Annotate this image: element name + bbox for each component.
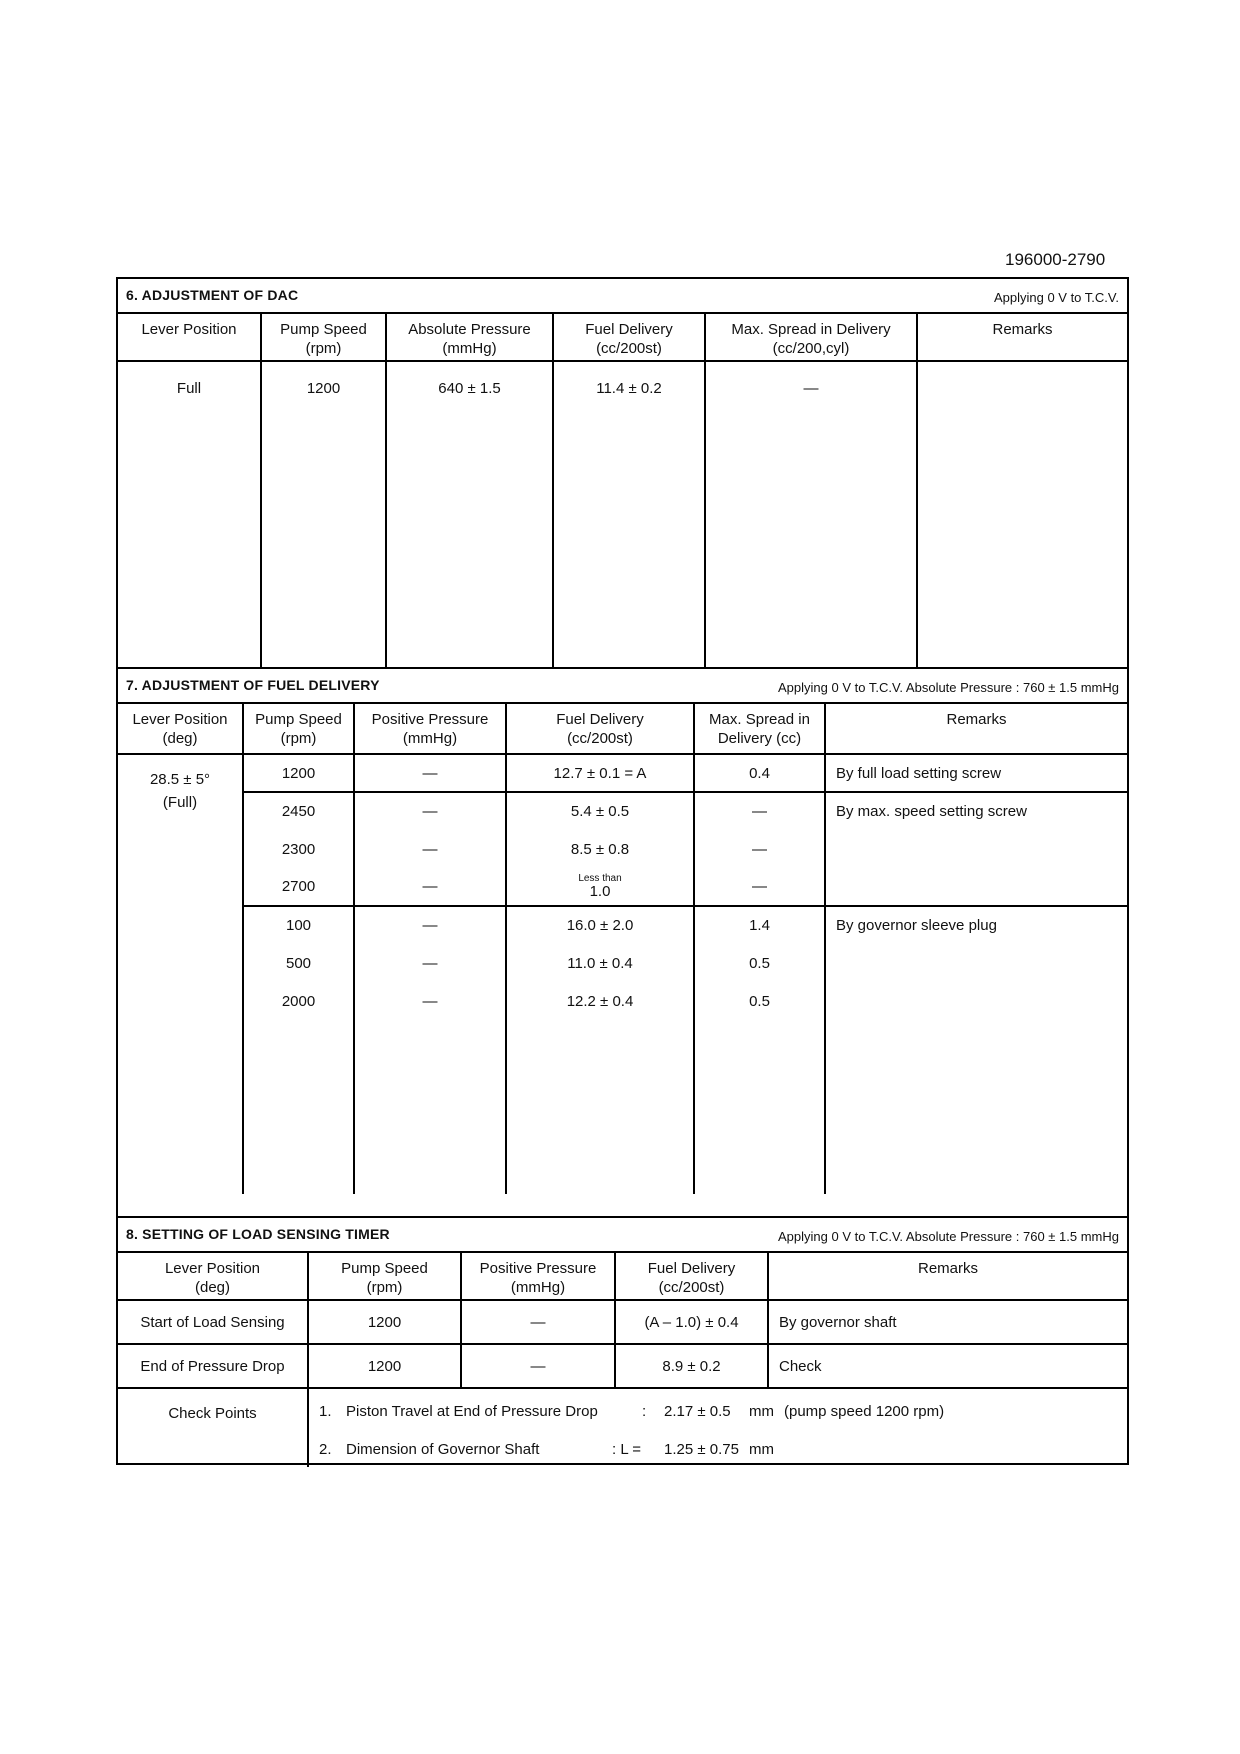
empty-row xyxy=(118,1020,1127,1194)
cell: 0.5 xyxy=(694,982,825,1020)
cell: — xyxy=(354,944,506,982)
cell: 1200 xyxy=(308,1344,461,1388)
cell-remark: By governor sleeve plug xyxy=(825,906,1127,944)
cell: — xyxy=(694,830,825,868)
header-row xyxy=(118,704,1127,754)
cell: 1200 xyxy=(243,754,354,792)
check-point-unit: mm xyxy=(749,1403,774,1420)
cell: — xyxy=(354,982,506,1020)
cell: 5.4 ± 0.5 xyxy=(506,792,694,830)
col-header: Lever Position (deg) xyxy=(118,704,243,754)
table-row xyxy=(118,982,1127,1020)
cell: Start of Load Sensing xyxy=(118,1300,308,1344)
table-row xyxy=(118,754,1127,792)
check-point-label: Dimension of Governor Shaft xyxy=(346,1441,540,1458)
section-condition: Applying 0 V to T.C.V. Absolute Pressure : 760 ± 1.5 mmHg xyxy=(778,680,1119,695)
less-than-label: Less than xyxy=(578,872,622,884)
table-row xyxy=(118,830,1127,868)
check-point-sep: : L = xyxy=(612,1441,642,1458)
cell: End of Pressure Drop xyxy=(118,1344,308,1388)
col-header: Positive Pressure (mmHg) xyxy=(354,704,506,754)
check-point-num: 2. xyxy=(319,1441,332,1458)
check-points-label: Check Points xyxy=(168,1405,257,1422)
cell-remark xyxy=(825,868,1127,906)
cell: — xyxy=(354,868,506,906)
check-point-value: 1.25 ± 0.75 xyxy=(664,1441,739,1458)
table-row xyxy=(118,361,1127,667)
cell: 16.0 ± 2.0 xyxy=(506,906,694,944)
check-point-sep: : xyxy=(642,1403,647,1420)
cell-remark xyxy=(825,944,1127,982)
table-row xyxy=(118,1344,1127,1388)
cell: (A – 1.0) ± 0.4 xyxy=(615,1300,768,1344)
cell: — xyxy=(354,792,506,830)
section-title: 6. ADJUSTMENT OF DAC xyxy=(126,287,299,303)
cell: — xyxy=(461,1344,615,1388)
cell: 2700 xyxy=(243,868,354,906)
col-header: Pump Speed (rpm) xyxy=(243,704,354,754)
cell: — xyxy=(354,906,506,944)
col-header: Lever Position xyxy=(118,314,261,361)
section-condition: Applying 0 V to T.C.V. Absolute Pressure : 760 ± 1.5 mmHg xyxy=(778,1229,1119,1244)
cell: 12.7 ± 0.1 = A xyxy=(506,754,694,792)
col-header: Fuel Delivery (cc/200st) xyxy=(615,1253,768,1300)
col-header: Remarks xyxy=(917,314,1127,361)
cell: 1.4 xyxy=(694,906,825,944)
col-header: Remarks xyxy=(825,704,1127,754)
table-row xyxy=(118,1300,1127,1344)
cell: 2450 xyxy=(243,792,354,830)
cell-remark xyxy=(825,982,1127,1020)
cell: 100 xyxy=(243,906,354,944)
cell: 2000 xyxy=(243,982,354,1020)
cell: — xyxy=(354,754,506,792)
check-point-value: 2.17 ± 0.5 xyxy=(664,1403,731,1420)
col-header: Fuel Delivery (cc/200st) xyxy=(506,704,694,754)
fuel-delivery-table xyxy=(118,704,1127,1194)
cell: Full xyxy=(176,380,202,397)
cell: — xyxy=(705,361,917,667)
section-title: 8. SETTING OF LOAD SENSING TIMER xyxy=(126,1226,390,1242)
cell: 640 ± 1.5 xyxy=(386,361,553,667)
col-header: Fuel Delivery (cc/200st) xyxy=(553,314,705,361)
section-header xyxy=(118,279,1127,314)
cell xyxy=(917,361,1127,667)
col-header: Max. Spread in Delivery (cc/200,cyl) xyxy=(705,314,917,361)
cell-remark xyxy=(825,830,1127,868)
table-row xyxy=(118,944,1127,982)
check-points-cell xyxy=(308,1388,1127,1467)
col-header: Pump Speed (rpm) xyxy=(261,314,386,361)
cell-remark: Check xyxy=(768,1344,1127,1388)
section-header xyxy=(118,1218,1127,1253)
cell: 0.4 xyxy=(694,754,825,792)
section-fuel-delivery-adjustment xyxy=(116,669,1129,1218)
section-header xyxy=(118,669,1127,704)
cell-remark: By full load setting screw xyxy=(825,754,1127,792)
cell: 1200 xyxy=(261,361,386,667)
col-header: Max. Spread in Delivery (cc) xyxy=(694,704,825,754)
cell-remark: By governor shaft xyxy=(768,1300,1127,1344)
section-title: 7. ADJUSTMENT OF FUEL DELIVERY xyxy=(126,677,380,693)
check-point-note: (pump speed 1200 rpm) xyxy=(784,1403,945,1420)
cell: 2300 xyxy=(243,830,354,868)
header-row xyxy=(118,1253,1127,1300)
cell: 11.4 ± 0.2 xyxy=(553,361,705,667)
cell-remark: By max. speed setting screw xyxy=(825,792,1127,830)
cell: 1200 xyxy=(308,1300,461,1344)
cell: — xyxy=(694,792,825,830)
table-row xyxy=(118,868,1127,906)
table-row xyxy=(118,906,1127,944)
table-row xyxy=(118,792,1127,830)
lever-position-cell: 28.5 ± 5° (Full) xyxy=(149,771,211,811)
cell: 8.9 ± 0.2 xyxy=(615,1344,768,1388)
check-point-label: Piston Travel at End of Pressure Drop xyxy=(346,1403,598,1420)
dac-table xyxy=(118,314,1127,667)
check-point-num: 1. xyxy=(319,1403,332,1420)
cell: — xyxy=(694,868,825,906)
section-load-sensing-timer xyxy=(116,1218,1129,1465)
col-header: Pump Speed (rpm) xyxy=(308,1253,461,1300)
cell: — xyxy=(461,1300,615,1344)
col-header: Absolute Pressure (mmHg) xyxy=(386,314,553,361)
col-header: Positive Pressure (mmHg) xyxy=(461,1253,615,1300)
document-number: 196000-2790 xyxy=(1005,250,1106,269)
cell: 12.2 ± 0.4 xyxy=(506,982,694,1020)
header-row xyxy=(118,314,1127,361)
check-point-unit: mm xyxy=(749,1441,774,1458)
col-header: Lever Position (deg) xyxy=(118,1253,308,1300)
cell: Less than 1.0 xyxy=(506,868,694,906)
section-dac-adjustment xyxy=(116,277,1129,669)
load-sensing-table xyxy=(118,1253,1127,1467)
cell: 0.5 xyxy=(694,944,825,982)
cell: — xyxy=(354,830,506,868)
cell: 8.5 ± 0.8 xyxy=(506,830,694,868)
section-condition: Applying 0 V to T.C.V. xyxy=(993,290,1119,305)
check-points-row xyxy=(118,1388,1127,1467)
cell: 500 xyxy=(243,944,354,982)
col-header: Remarks xyxy=(768,1253,1127,1300)
cell: 11.0 ± 0.4 xyxy=(506,944,694,982)
